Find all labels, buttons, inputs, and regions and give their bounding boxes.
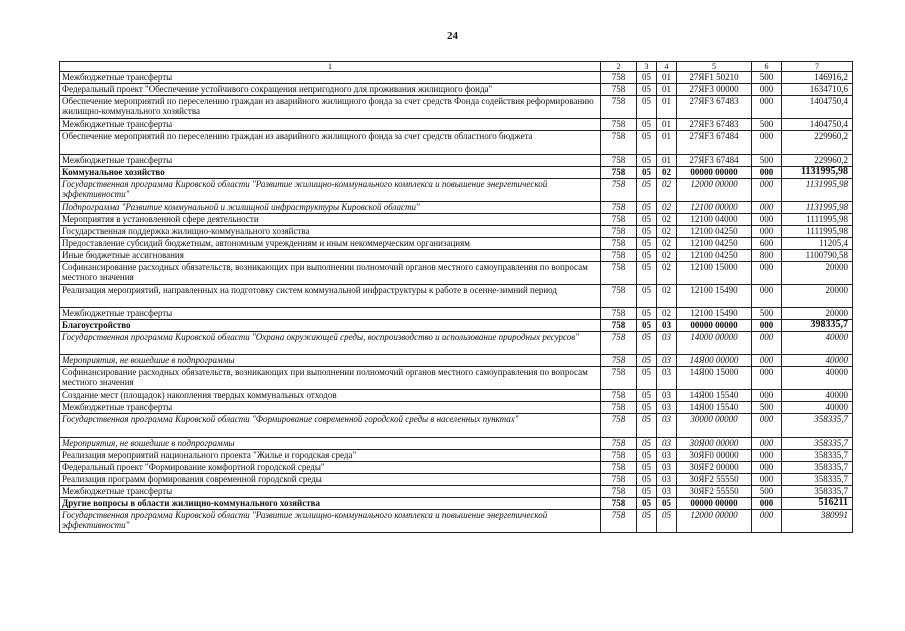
table-row <box>60 119 853 131</box>
row-name-cell: Федеральный проект "Обеспечение устойчивого сокращения непригодного для проживания жилищного фонда" <box>60 84 601 96</box>
amount-cell: 40000 <box>782 390 853 402</box>
section-code-cell: 05 <box>637 486 657 498</box>
expense-type-cell: 000 <box>752 510 782 533</box>
ministry-code-cell: 758 <box>601 510 637 533</box>
amount-cell: 358335,7 <box>782 486 853 498</box>
target-article-cell: 27ЯF3 67483 <box>677 119 752 131</box>
subsection-code-cell: 03 <box>657 332 677 355</box>
expense-type-cell: 000 <box>752 262 782 285</box>
column-header: 4 <box>657 62 677 72</box>
target-article-cell: 27ЯF3 00000 <box>677 84 752 96</box>
subsection-code-cell: 02 <box>657 167 677 179</box>
target-article-cell: 00000 00000 <box>677 498 752 510</box>
expense-type-cell: 500 <box>752 486 782 498</box>
row-name-cell: Обеспечение мероприятий по переселению граждан из аварийного жилищного фонда за счет средств областного бюджета <box>60 131 601 155</box>
amount-cell: 20000 <box>782 308 853 320</box>
subsection-code-cell: 03 <box>657 462 677 474</box>
subsection-code-cell: 02 <box>657 238 677 250</box>
subsection-code-cell: 05 <box>657 510 677 533</box>
section-code-cell: 05 <box>637 355 657 367</box>
expense-type-cell: 000 <box>752 498 782 510</box>
amount-cell: 40000 <box>782 402 853 414</box>
section-code-cell: 05 <box>637 238 657 250</box>
subsection-code-cell: 03 <box>657 414 677 438</box>
target-article-cell: 14Я00 00000 <box>677 355 752 367</box>
column-header: 2 <box>601 62 637 72</box>
amount-cell: 40000 <box>782 332 853 355</box>
row-name-cell: Реализация мероприятий, направленных на подготовку систем коммунальной инфраструктуры к работе в осенне-зимний период <box>60 285 601 308</box>
expense-type-cell: 000 <box>752 84 782 96</box>
page-number: 24 <box>447 30 458 42</box>
row-name-cell: Государственная программа Кировской области "Развитие жилищно-коммунального комплекса и повышение энергетической эффективности" <box>60 510 601 533</box>
section-code-cell: 05 <box>637 367 657 390</box>
amount-cell: 20000 <box>782 285 853 308</box>
target-article-cell: 14Я00 15540 <box>677 402 752 414</box>
table-row <box>60 96 853 119</box>
subsection-code-cell: 03 <box>657 486 677 498</box>
target-article-cell: 30ЯF2 00000 <box>677 462 752 474</box>
subsection-code-cell: 03 <box>657 390 677 402</box>
ministry-code-cell: 758 <box>601 119 637 131</box>
subsection-code-cell: 03 <box>657 438 677 450</box>
subsection-code-cell: 01 <box>657 84 677 96</box>
column-header: 6 <box>752 62 782 72</box>
column-header-row <box>60 62 853 72</box>
expense-type-cell: 000 <box>752 285 782 308</box>
subsection-code-cell: 02 <box>657 285 677 308</box>
expense-type-cell: 000 <box>752 96 782 119</box>
target-article-cell: 30ЯF2 55550 <box>677 486 752 498</box>
amount-cell: 1404750,4 <box>782 96 853 119</box>
table-row <box>60 308 853 320</box>
amount-cell: 516211 <box>782 498 853 510</box>
expense-type-cell: 500 <box>752 308 782 320</box>
subsection-code-cell: 03 <box>657 402 677 414</box>
expense-type-cell: 500 <box>752 119 782 131</box>
target-article-cell: 27ЯF3 67484 <box>677 155 752 167</box>
ministry-code-cell: 758 <box>601 355 637 367</box>
subsection-code-cell: 02 <box>657 250 677 262</box>
row-name-cell: Софинансирование расходных обязательств, возникающих при выполнении полномочий органов местного самоуправления по вопросам местного значения <box>60 262 601 285</box>
row-name-cell: Государственная программа Кировской области "Охрана окружающей среды, воспроизводство и использование природных ресурсов" <box>60 332 601 355</box>
ministry-code-cell: 758 <box>601 450 637 462</box>
expense-type-cell: 000 <box>752 438 782 450</box>
column-header: 3 <box>637 62 657 72</box>
table-row <box>60 438 853 450</box>
target-article-cell: 12000 00000 <box>677 510 752 533</box>
table-row <box>60 202 853 214</box>
table-row <box>60 320 853 332</box>
row-name-cell: Обеспечение мероприятий по переселению граждан из аварийного жилищного фонда за счет средств Фонда содействия реформированию жилищно-коммунального хозяйства <box>60 96 601 119</box>
expense-type-cell: 000 <box>752 462 782 474</box>
amount-cell: 1404750,4 <box>782 119 853 131</box>
amount-cell: 398335,7 <box>782 320 853 332</box>
amount-cell: 358335,7 <box>782 438 853 450</box>
table-row <box>60 262 853 285</box>
row-name-cell: Мероприятия в установленной сфере деятельности <box>60 214 601 226</box>
amount-cell: 380991 <box>782 510 853 533</box>
row-name-cell: Межбюджетные трансферты <box>60 308 601 320</box>
expense-type-cell: 000 <box>752 202 782 214</box>
section-code-cell: 05 <box>637 402 657 414</box>
expense-type-cell: 000 <box>752 450 782 462</box>
amount-cell: 146916,2 <box>782 72 853 84</box>
target-article-cell: 12100 15490 <box>677 285 752 308</box>
budget-table <box>59 61 853 533</box>
section-code-cell: 05 <box>637 72 657 84</box>
subsection-code-cell: 03 <box>657 355 677 367</box>
ministry-code-cell: 758 <box>601 250 637 262</box>
table-row <box>60 450 853 462</box>
table-row <box>60 84 853 96</box>
row-name-cell: Мероприятия, не вошедшие в подпрограммы <box>60 438 601 450</box>
expense-type-cell: 800 <box>752 250 782 262</box>
amount-cell: 358335,7 <box>782 414 853 438</box>
table-row <box>60 367 853 390</box>
table-row <box>60 167 853 179</box>
row-name-cell: Коммунальное хозяйство <box>60 167 601 179</box>
table-row <box>60 414 853 438</box>
subsection-code-cell: 01 <box>657 72 677 84</box>
row-name-cell: Иные бюджетные ассигнования <box>60 250 601 262</box>
expense-type-cell: 000 <box>752 414 782 438</box>
target-article-cell: 14000 00000 <box>677 332 752 355</box>
table-row <box>60 131 853 155</box>
expense-type-cell: 500 <box>752 402 782 414</box>
section-code-cell: 05 <box>637 285 657 308</box>
table-row <box>60 510 853 533</box>
target-article-cell: 14Я00 15540 <box>677 390 752 402</box>
section-code-cell: 05 <box>637 119 657 131</box>
ministry-code-cell: 758 <box>601 84 637 96</box>
ministry-code-cell: 758 <box>601 214 637 226</box>
table-row <box>60 390 853 402</box>
row-name-cell: Мероприятия, не вошедшие в подпрограммы <box>60 355 601 367</box>
row-name-cell: Софинансирование расходных обязательств, возникающих при выполнении полномочий органов местного самоуправления по вопросам местного значения <box>60 367 601 390</box>
expense-type-cell: 000 <box>752 214 782 226</box>
section-code-cell: 05 <box>637 226 657 238</box>
expense-type-cell: 000 <box>752 167 782 179</box>
amount-cell: 40000 <box>782 355 853 367</box>
ministry-code-cell: 758 <box>601 402 637 414</box>
table-row <box>60 238 853 250</box>
expense-type-cell: 000 <box>752 332 782 355</box>
expense-type-cell: 000 <box>752 355 782 367</box>
row-name-cell: Межбюджетные трансферты <box>60 119 601 131</box>
table-row <box>60 155 853 167</box>
section-code-cell: 05 <box>637 390 657 402</box>
target-article-cell: 30000 00000 <box>677 414 752 438</box>
amount-cell: 1100790,58 <box>782 250 853 262</box>
section-code-cell: 05 <box>637 84 657 96</box>
ministry-code-cell: 758 <box>601 390 637 402</box>
ministry-code-cell: 758 <box>601 179 637 202</box>
section-code-cell: 05 <box>637 308 657 320</box>
target-article-cell: 12100 15000 <box>677 262 752 285</box>
ministry-code-cell: 758 <box>601 167 637 179</box>
expense-type-cell: 000 <box>752 474 782 486</box>
ministry-code-cell: 758 <box>601 320 637 332</box>
table-row <box>60 355 853 367</box>
section-code-cell: 05 <box>637 155 657 167</box>
target-article-cell: 12100 04250 <box>677 250 752 262</box>
ministry-code-cell: 758 <box>601 262 637 285</box>
expense-type-cell: 600 <box>752 238 782 250</box>
subsection-code-cell: 05 <box>657 498 677 510</box>
table-row <box>60 462 853 474</box>
section-code-cell: 05 <box>637 250 657 262</box>
amount-cell: 358335,7 <box>782 474 853 486</box>
ministry-code-cell: 758 <box>601 486 637 498</box>
amount-cell: 40000 <box>782 367 853 390</box>
section-code-cell: 05 <box>637 414 657 438</box>
target-article-cell: 30ЯF0 00000 <box>677 450 752 462</box>
target-article-cell: 30Я00 00000 <box>677 438 752 450</box>
expense-type-cell: 000 <box>752 179 782 202</box>
subsection-code-cell: 03 <box>657 474 677 486</box>
amount-cell: 229960,2 <box>782 155 853 167</box>
expense-type-cell: 000 <box>752 131 782 155</box>
target-article-cell: 12100 04000 <box>677 214 752 226</box>
section-code-cell: 05 <box>637 131 657 155</box>
section-code-cell: 05 <box>637 320 657 332</box>
section-code-cell: 05 <box>637 510 657 533</box>
section-code-cell: 05 <box>637 474 657 486</box>
target-article-cell: 00000 00000 <box>677 167 752 179</box>
ministry-code-cell: 758 <box>601 308 637 320</box>
column-header: 5 <box>677 62 752 72</box>
row-name-cell: Предоставление субсидий бюджетным, автономным учреждениям и иным некоммерческим организациям <box>60 238 601 250</box>
section-code-cell: 05 <box>637 202 657 214</box>
section-code-cell: 05 <box>637 332 657 355</box>
subsection-code-cell: 01 <box>657 119 677 131</box>
expense-type-cell: 500 <box>752 155 782 167</box>
ministry-code-cell: 758 <box>601 462 637 474</box>
subsection-code-cell: 02 <box>657 202 677 214</box>
row-name-cell: Межбюджетные трансферты <box>60 402 601 414</box>
amount-cell: 358335,7 <box>782 450 853 462</box>
amount-cell: 1634710,6 <box>782 84 853 96</box>
expense-type-cell: 000 <box>752 390 782 402</box>
row-name-cell: Реализация программ формирования современной городской среды <box>60 474 601 486</box>
section-code-cell: 05 <box>637 438 657 450</box>
table-row <box>60 498 853 510</box>
amount-cell: 229960,2 <box>782 131 853 155</box>
subsection-code-cell: 03 <box>657 367 677 390</box>
subsection-code-cell: 02 <box>657 214 677 226</box>
subsection-code-cell: 03 <box>657 450 677 462</box>
section-code-cell: 05 <box>637 214 657 226</box>
row-name-cell: Межбюджетные трансферты <box>60 155 601 167</box>
table-row <box>60 214 853 226</box>
target-article-cell: 30ЯF2 55550 <box>677 474 752 486</box>
row-name-cell: Подпрограмма "Развитие коммунальной и жилищной инфраструктуры Кировской области" <box>60 202 601 214</box>
row-name-cell: Государственная поддержка жилищно-коммунального хозяйства <box>60 226 601 238</box>
ministry-code-cell: 758 <box>601 202 637 214</box>
column-header: 1 <box>60 62 601 72</box>
table-row <box>60 285 853 308</box>
target-article-cell: 00000 00000 <box>677 320 752 332</box>
target-article-cell: 27ЯF3 67483 <box>677 96 752 119</box>
ministry-code-cell: 758 <box>601 96 637 119</box>
row-name-cell: Создание мест (площадок) накопления твердых коммунальных отходов <box>60 390 601 402</box>
ministry-code-cell: 758 <box>601 131 637 155</box>
ministry-code-cell: 758 <box>601 474 637 486</box>
ministry-code-cell: 758 <box>601 332 637 355</box>
subsection-code-cell: 01 <box>657 96 677 119</box>
subsection-code-cell: 03 <box>657 320 677 332</box>
row-name-cell: Другие вопросы в области жилищно-коммунального хозяйства <box>60 498 601 510</box>
section-code-cell: 05 <box>637 167 657 179</box>
table-row <box>60 332 853 355</box>
amount-cell: 1131995,98 <box>782 167 853 179</box>
table-row <box>60 402 853 414</box>
table-row <box>60 486 853 498</box>
table-row <box>60 179 853 202</box>
row-name-cell: Благоустройство <box>60 320 601 332</box>
amount-cell: 11205,4 <box>782 238 853 250</box>
amount-cell: 358335,7 <box>782 462 853 474</box>
subsection-code-cell: 01 <box>657 155 677 167</box>
amount-cell: 1131995,98 <box>782 179 853 202</box>
subsection-code-cell: 02 <box>657 262 677 285</box>
row-name-cell: Федеральный проект "Формирование комфортной городской среды" <box>60 462 601 474</box>
table-row <box>60 72 853 84</box>
target-article-cell: 27ЯF1 50210 <box>677 72 752 84</box>
amount-cell: 20000 <box>782 262 853 285</box>
ministry-code-cell: 758 <box>601 238 637 250</box>
subsection-code-cell: 02 <box>657 226 677 238</box>
ministry-code-cell: 758 <box>601 155 637 167</box>
section-code-cell: 05 <box>637 498 657 510</box>
row-name-cell: Межбюджетные трансферты <box>60 72 601 84</box>
amount-cell: 1111995,98 <box>782 226 853 238</box>
target-article-cell: 14Я00 15000 <box>677 367 752 390</box>
target-article-cell: 12100 15490 <box>677 308 752 320</box>
table-row <box>60 250 853 262</box>
table-row <box>60 474 853 486</box>
section-code-cell: 05 <box>637 450 657 462</box>
column-header: 7 <box>782 62 853 72</box>
ministry-code-cell: 758 <box>601 498 637 510</box>
expense-type-cell: 000 <box>752 320 782 332</box>
subsection-code-cell: 02 <box>657 179 677 202</box>
amount-cell: 1111995,98 <box>782 214 853 226</box>
target-article-cell: 27ЯF3 67484 <box>677 131 752 155</box>
row-name-cell: Реализация мероприятий национального проекта "Жилье и городская среда" <box>60 450 601 462</box>
target-article-cell: 12000 00000 <box>677 179 752 202</box>
section-code-cell: 05 <box>637 462 657 474</box>
section-code-cell: 05 <box>637 96 657 119</box>
row-name-cell: Государственная программа Кировской области "Формирование современной городской среды в населенных пунктах" <box>60 414 601 438</box>
ministry-code-cell: 758 <box>601 367 637 390</box>
expense-type-cell: 500 <box>752 72 782 84</box>
ministry-code-cell: 758 <box>601 226 637 238</box>
row-name-cell: Межбюджетные трансферты <box>60 486 601 498</box>
section-code-cell: 05 <box>637 262 657 285</box>
ministry-code-cell: 758 <box>601 72 637 84</box>
amount-cell: 1131995,98 <box>782 202 853 214</box>
subsection-code-cell: 02 <box>657 308 677 320</box>
table-row <box>60 226 853 238</box>
target-article-cell: 12100 04250 <box>677 226 752 238</box>
ministry-code-cell: 758 <box>601 285 637 308</box>
ministry-code-cell: 758 <box>601 414 637 438</box>
expense-type-cell: 000 <box>752 367 782 390</box>
expense-type-cell: 000 <box>752 226 782 238</box>
target-article-cell: 12100 00000 <box>677 202 752 214</box>
row-name-cell: Государственная программа Кировской области "Развитие жилищно-коммунального комплекса и повышение энергетической эффективности" <box>60 179 601 202</box>
ministry-code-cell: 758 <box>601 438 637 450</box>
target-article-cell: 12100 04250 <box>677 238 752 250</box>
section-code-cell: 05 <box>637 179 657 202</box>
subsection-code-cell: 01 <box>657 131 677 155</box>
